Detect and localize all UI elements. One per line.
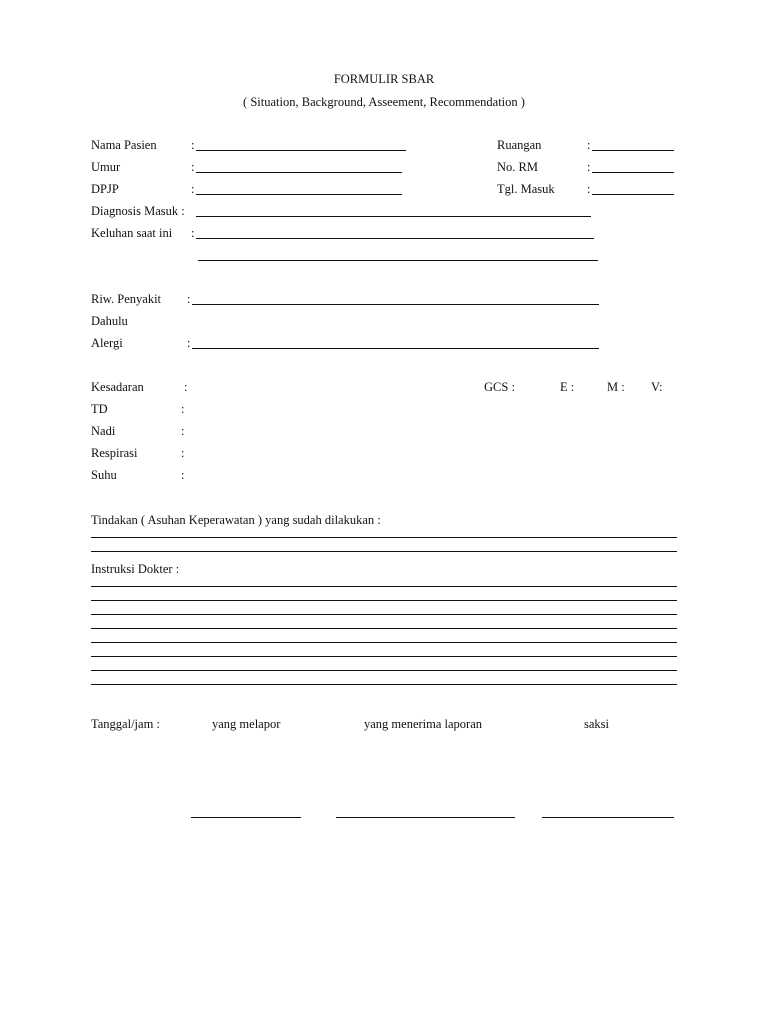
- field-instruksi-line-4[interactable]: [91, 628, 677, 629]
- label-gcs-m: M :: [607, 380, 625, 394]
- label-yang-menerima-laporan: yang menerima laporan: [364, 717, 483, 731]
- field-instruksi-line-2[interactable]: [91, 600, 677, 601]
- label-instruksi-dokter: Instruksi Dokter :: [91, 562, 180, 576]
- label-nama-pasien: Nama Pasien: [91, 138, 157, 152]
- label-tanggal-jam: Tanggal/jam :: [91, 717, 160, 731]
- label-no-rm: No. RM: [497, 160, 538, 174]
- label-alergi: Alergi: [91, 336, 123, 350]
- colon: :: [587, 160, 591, 174]
- field-instruksi-line-1[interactable]: [91, 586, 677, 587]
- colon: :: [191, 138, 195, 152]
- label-dahulu: Dahulu: [91, 314, 128, 328]
- field-instruksi-line-8[interactable]: [91, 684, 677, 685]
- field-keluhan-line-2[interactable]: [198, 260, 598, 261]
- label-yang-melapor: yang melapor: [212, 717, 281, 731]
- label-gcs-v: V:: [651, 380, 663, 394]
- colon: :: [191, 226, 195, 240]
- field-umur[interactable]: [196, 172, 402, 173]
- signature-line-melapor[interactable]: [191, 817, 301, 818]
- field-alergi[interactable]: [192, 348, 599, 349]
- label-gcs: GCS :: [484, 380, 515, 394]
- colon: :: [181, 424, 185, 438]
- signature-line-saksi[interactable]: [542, 817, 674, 818]
- label-kesadaran: Kesadaran: [91, 380, 144, 394]
- colon: :: [181, 468, 185, 482]
- label-keluhan: Keluhan saat ini: [91, 226, 173, 240]
- field-no-rm[interactable]: [592, 172, 674, 173]
- field-keluhan-line-1[interactable]: [196, 238, 594, 239]
- label-nadi: Nadi: [91, 424, 116, 438]
- colon: :: [587, 182, 591, 196]
- field-diagnosis-masuk[interactable]: [196, 216, 591, 217]
- label-suhu: Suhu: [91, 468, 117, 482]
- label-umur: Umur: [91, 160, 121, 174]
- colon: :: [187, 292, 191, 306]
- label-ruangan: Ruangan: [497, 138, 542, 152]
- colon: :: [191, 182, 195, 196]
- field-nama-pasien[interactable]: [196, 150, 406, 151]
- field-instruksi-line-6[interactable]: [91, 656, 677, 657]
- label-saksi: saksi: [584, 717, 609, 731]
- label-tindakan: Tindakan ( Asuhan Keperawatan ) yang sudah dilakukan :: [91, 513, 381, 527]
- field-tgl-masuk[interactable]: [592, 194, 674, 195]
- colon: :: [587, 138, 591, 152]
- colon: :: [181, 446, 185, 460]
- colon: :: [184, 380, 188, 394]
- label-dpjp: DPJP: [91, 182, 119, 196]
- field-tindakan-line-1[interactable]: [91, 537, 677, 538]
- label-respirasi: Respirasi: [91, 446, 138, 460]
- field-instruksi-line-5[interactable]: [91, 642, 677, 643]
- label-tgl-masuk: Tgl. Masuk: [497, 182, 555, 196]
- field-instruksi-line-3[interactable]: [91, 614, 677, 615]
- label-td: TD: [91, 402, 108, 416]
- label-diagnosis-masuk: Diagnosis Masuk :: [91, 204, 185, 218]
- field-dpjp[interactable]: [196, 194, 402, 195]
- field-riw-penyakit[interactable]: [192, 304, 599, 305]
- field-tindakan-line-2[interactable]: [91, 551, 677, 552]
- colon: :: [187, 336, 191, 350]
- field-ruangan[interactable]: [592, 150, 674, 151]
- field-instruksi-line-7[interactable]: [91, 670, 677, 671]
- form-title: FORMULIR SBAR: [333, 72, 435, 86]
- label-gcs-e: E :: [560, 380, 575, 394]
- signature-line-menerima[interactable]: [336, 817, 515, 818]
- label-riw-penyakit: Riw. Penyakit: [91, 292, 162, 306]
- colon: :: [181, 402, 185, 416]
- colon: :: [191, 160, 195, 174]
- form-subtitle: ( Situation, Background, Asseement, Recommendation ): [243, 95, 525, 109]
